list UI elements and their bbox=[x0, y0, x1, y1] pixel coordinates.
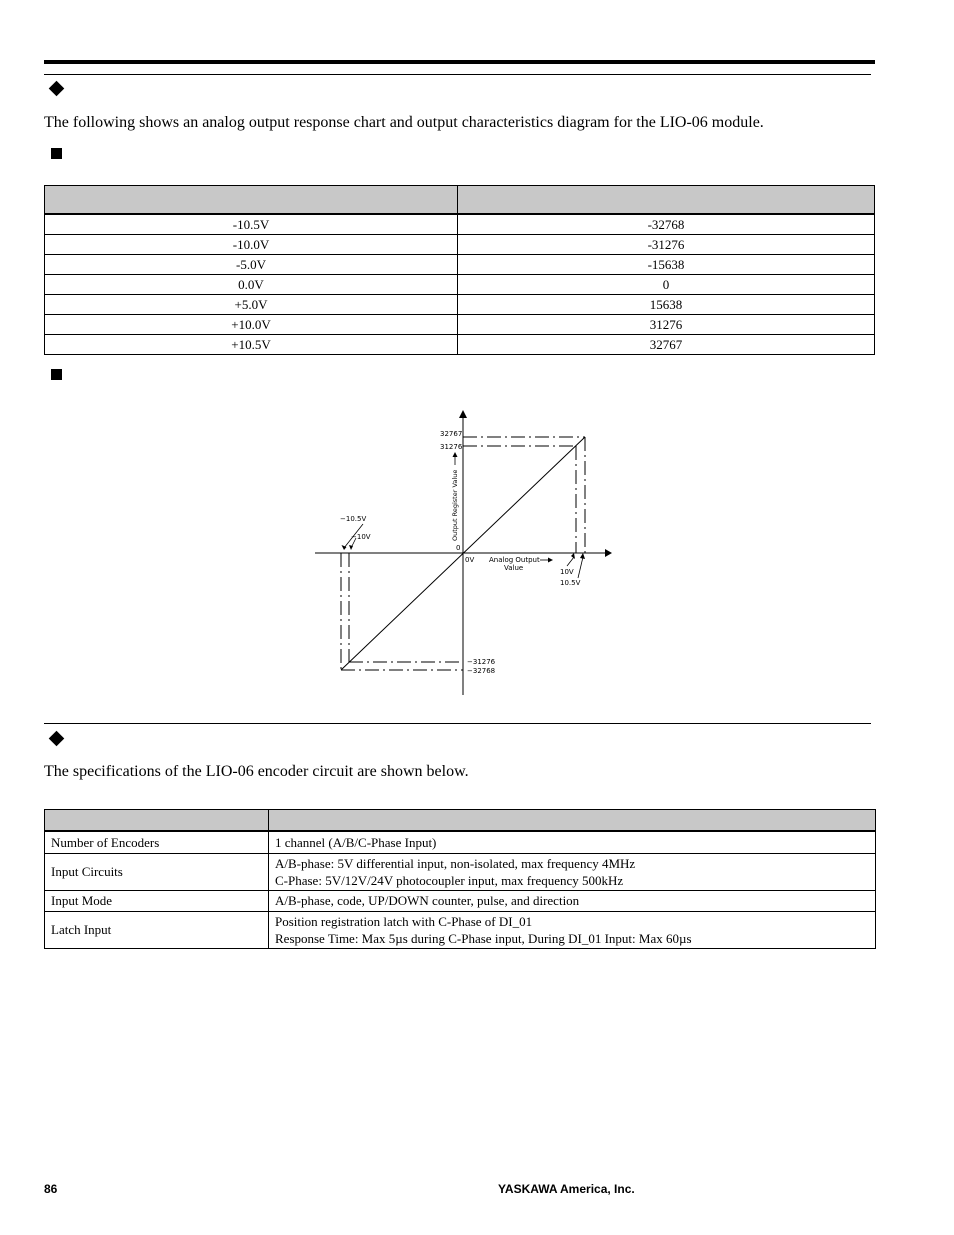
x-axis-arrow-icon bbox=[605, 549, 612, 557]
value-cell: -31276 bbox=[458, 235, 875, 255]
spec-line: A/B-phase, code, UP/DOWN counter, pulse, and direction bbox=[275, 893, 580, 908]
voltage-cell: -10.0V bbox=[45, 235, 458, 255]
x-axis-label-line1: Analog Output bbox=[489, 556, 540, 564]
spec-cell bbox=[269, 911, 876, 948]
spec-cell bbox=[269, 853, 876, 890]
table-row bbox=[45, 831, 876, 853]
item-cell: Number of Encoders bbox=[45, 831, 269, 853]
x-label-neg-10-5v: −10.5V bbox=[340, 515, 367, 523]
voltage-cell: -5.0V bbox=[45, 255, 458, 275]
item-cell: Latch Input bbox=[45, 911, 269, 948]
spec-line: Position registration latch with C-Phase of DI_01 bbox=[275, 913, 533, 929]
table-row bbox=[45, 911, 876, 948]
page-number: 86 bbox=[44, 1182, 58, 1196]
spec-line: 1 channel (A/B/C-Phase Input) bbox=[275, 834, 437, 850]
intro-text: The following shows an analog output response chart and output characteristics diagram for the LIO-06 module. bbox=[44, 114, 764, 131]
y-label-neg-32768: −32768 bbox=[467, 667, 496, 675]
voltage-cell: +10.5V bbox=[45, 335, 458, 355]
value-cell: -15638 bbox=[458, 255, 875, 275]
y-axis-label: Output Register Value bbox=[451, 469, 459, 541]
section-rule-2 bbox=[44, 723, 871, 724]
footer-company: YASKAWA America, Inc. bbox=[498, 1182, 635, 1196]
voltage-cell: 0.0V bbox=[45, 275, 458, 295]
y-label-zero: 0 bbox=[456, 544, 461, 552]
value-cell: 15638 bbox=[458, 295, 875, 315]
y-label-neg-31276: −31276 bbox=[467, 658, 496, 666]
y-axis-arrow-icon bbox=[459, 410, 467, 418]
value-cell: 0 bbox=[458, 275, 875, 295]
spec-line: Response Time: Max 5µs during C-Phase input, During DI_01 Input: Max 60µs bbox=[275, 930, 692, 946]
item-cell: Input Circuits bbox=[45, 853, 269, 890]
table-row bbox=[45, 853, 876, 890]
encoder-spec-table bbox=[44, 809, 876, 949]
header-cell bbox=[45, 810, 269, 832]
y-label-31276: 31276 bbox=[440, 443, 463, 451]
spec-cell bbox=[269, 831, 876, 853]
spec-line: A/B-phase: 5V differential input, non-isolated, max frequency 4MHz bbox=[275, 855, 636, 871]
voltage-cell: -10.5V bbox=[45, 214, 458, 235]
encoder-text: The specifications of the LIO-06 encoder circuit are shown below. bbox=[44, 763, 469, 780]
header-cell bbox=[269, 810, 876, 832]
value-cell: 32767 bbox=[458, 335, 875, 355]
spec-line: C-Phase: 5V/12V/24V photocoupler input, max frequency 500kHz bbox=[275, 872, 624, 888]
y-label-32767: 32767 bbox=[440, 430, 463, 438]
spec-cell bbox=[269, 890, 876, 911]
voltage-cell: +10.0V bbox=[45, 315, 458, 335]
value-cell: -32768 bbox=[458, 214, 875, 235]
x-label-10v: 10V bbox=[560, 568, 574, 576]
table-row bbox=[45, 890, 876, 911]
x-axis-label-line2: Value bbox=[504, 564, 524, 572]
x-label-neg-10v: −10V bbox=[351, 533, 371, 541]
value-cell: 31276 bbox=[458, 315, 875, 335]
voltage-cell: +5.0V bbox=[45, 295, 458, 315]
x-label-zero: 0V bbox=[465, 556, 475, 564]
item-cell: Input Mode bbox=[45, 890, 269, 911]
table-header-row bbox=[45, 810, 876, 832]
x-label-10-5v: 10.5V bbox=[560, 579, 581, 587]
